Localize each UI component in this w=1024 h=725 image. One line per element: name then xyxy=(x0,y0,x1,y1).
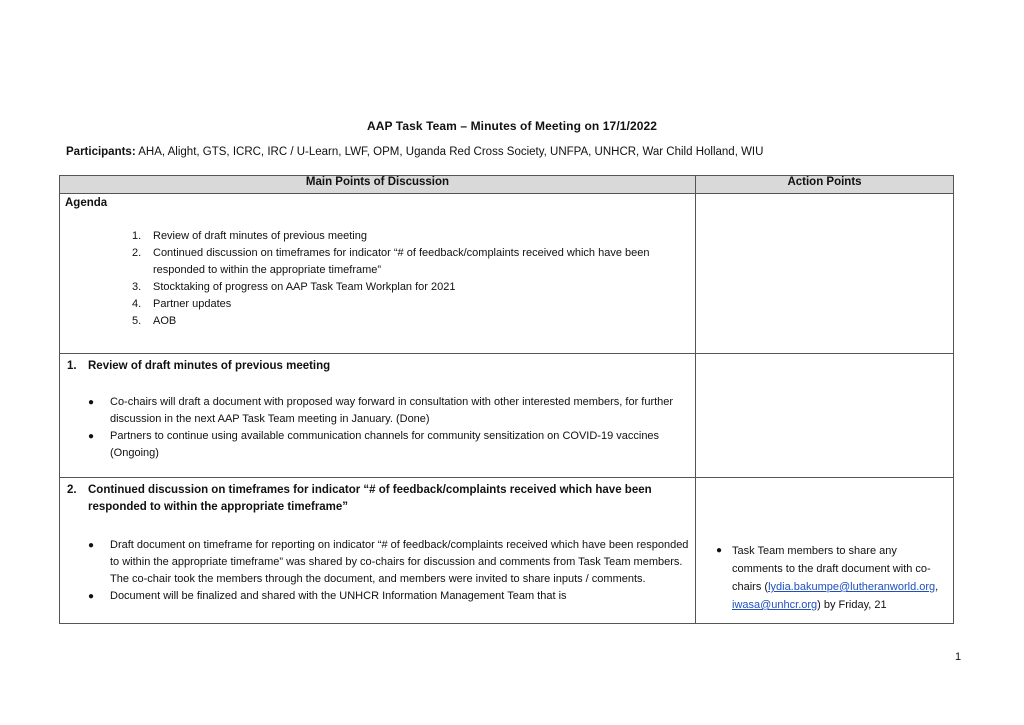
section1-action-cell xyxy=(696,354,954,478)
item-number: 3. xyxy=(132,281,142,293)
section-title: Review of draft minutes of previous meeting xyxy=(88,360,331,372)
item-text: Stocktaking of progress on AAP Task Team Workplan for 2021 xyxy=(153,281,456,293)
table-row xyxy=(60,194,954,354)
bullet-text: Document will be finalized and shared with the UNHCR Information Management Team that is xyxy=(110,590,567,602)
agenda-cell xyxy=(60,194,696,354)
email-link-iwasa[interactable]: iwasa@unhcr.org xyxy=(732,599,818,611)
bullet-text: Draft document on timeframe for reporting on indicator “# of feedback/complaints received which have been responded to within the appropriate timeframe” was shared by co-chairs for discussion and comments from Task Team members. The co-chair took the members through the document, and members were invited to share inputs / comments. xyxy=(110,539,689,585)
list-item xyxy=(88,394,695,428)
section2-cell xyxy=(60,478,696,624)
section-number: 1. xyxy=(67,360,77,372)
item-number: 1. xyxy=(132,230,142,242)
section1-cell xyxy=(60,354,696,478)
table-row xyxy=(60,478,954,624)
agenda-list xyxy=(132,228,693,330)
list-item xyxy=(88,428,695,462)
action-text-end: ) by Friday, 21 xyxy=(817,599,887,611)
bullet-text: Co-chairs will draft a document with proposed way forward in consultation with other interested members, for further discussion in the next AAP Task Team meeting in January. (Done) xyxy=(110,396,674,425)
action-separator: , xyxy=(935,581,939,593)
section2-bullets xyxy=(88,537,690,605)
section-title: Continued discussion on timeframes for indicator “# of feedback/complaints received which have been responded to within the appropriate timeframe” xyxy=(88,484,652,513)
table-row xyxy=(60,354,954,478)
minutes-table xyxy=(59,175,954,624)
bullet-icon: ● xyxy=(88,397,95,408)
action-text: Task Team members to share any comments to the draft document with co-chairs ( xyxy=(732,545,931,593)
participants-list: AHA, Alight, GTS, ICRC, IRC / U-Learn, LWF, OPM, Uganda Red Cross Society, UNFPA, UNHCR, War Child Holland, WIU xyxy=(138,146,764,158)
agenda-heading: Agenda xyxy=(65,197,108,209)
list-item xyxy=(132,279,693,296)
section1-bullets xyxy=(88,394,695,462)
bullet-icon: ● xyxy=(716,545,723,556)
list-item xyxy=(88,537,690,588)
participants-line xyxy=(66,146,763,158)
item-text: AOB xyxy=(153,315,177,327)
item-number: 5. xyxy=(132,315,142,327)
bullet-icon: ● xyxy=(88,431,95,442)
list-item xyxy=(132,313,693,330)
action-point xyxy=(716,542,942,614)
page-number: 1 xyxy=(955,651,962,663)
bullet-icon: ● xyxy=(88,591,95,602)
bullet-text: Partners to continue using available communication channels for community sensitization on COVID-19 vaccines (Ongoing) xyxy=(110,430,660,459)
header-action-points: Action Points xyxy=(696,176,954,194)
agenda-action-cell xyxy=(696,194,954,354)
section2-heading xyxy=(67,482,688,516)
header-main-points: Main Points of Discussion xyxy=(60,176,696,194)
section1-heading xyxy=(67,358,688,375)
bullet-icon: ● xyxy=(88,540,95,551)
document-title: AAP Task Team – Minutes of Meeting on 17/1/2022 xyxy=(366,119,658,133)
item-text: Review of draft minutes of previous meeting xyxy=(153,230,367,242)
table-header-row xyxy=(60,176,954,194)
email-link-lydia[interactable]: lydia.bakumpe@lutheranworld.org xyxy=(768,581,936,593)
list-item xyxy=(132,228,693,245)
list-item xyxy=(88,588,690,605)
item-text: Continued discussion on timeframes for indicator “# of feedback/complaints received which have been responded to within the appropriate timeframe” xyxy=(153,247,650,276)
item-number: 2. xyxy=(132,247,142,259)
item-number: 4. xyxy=(132,298,142,310)
section-number: 2. xyxy=(67,484,77,496)
item-text: Partner updates xyxy=(153,298,232,310)
section2-action-cell xyxy=(696,478,954,624)
list-item xyxy=(132,296,693,313)
participants-label: Participants: xyxy=(66,146,136,158)
list-item xyxy=(132,245,693,279)
